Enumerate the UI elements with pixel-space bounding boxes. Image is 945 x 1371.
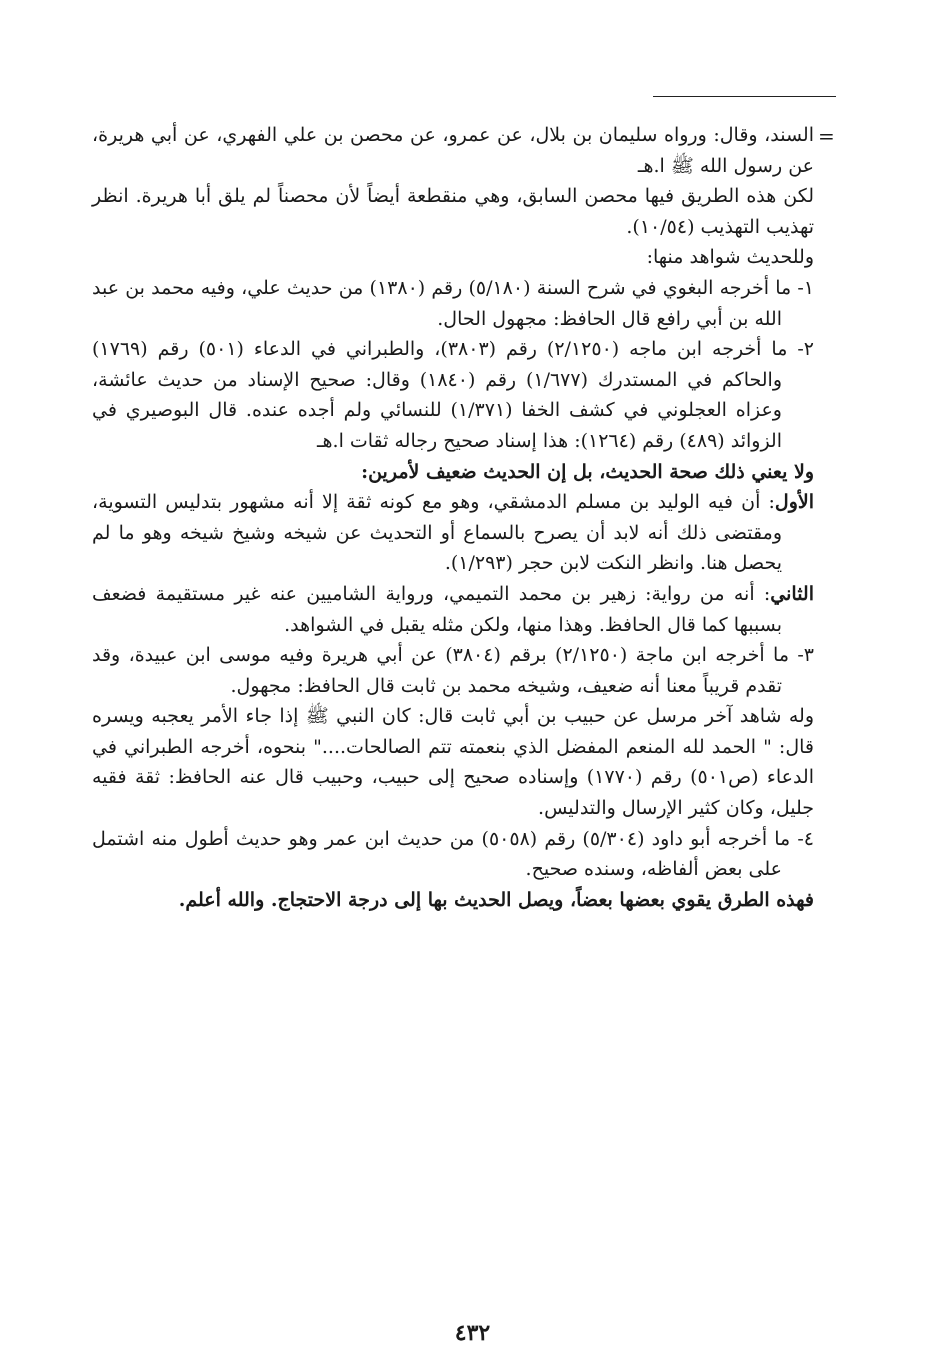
reason-second xyxy=(92,579,814,640)
reason-first xyxy=(92,487,814,579)
item-1-baghawi: ١- ما أخرجه البغوي في شرح السنة (٥/١٨٠) رقم (١٣٨٠) من حديث علي، وفيه محمد بن عبد الله بن أبي رافع قال الحافظ: مجهول الحال. xyxy=(92,276,814,330)
reason-first-text: : أن فيه الوليد بن مسلم الدمشقي، وهو مع كونه ثقة إلا أنه مشهور بتدليس التسوية، ومقتضى ذلك أنه لابد أن يصرح بالسماع أو التحديث عن شيخه وشيخ شيخه وهو ما لم يحصل هنا. وانظر النكت لابن حجر (١/٢٩٣). xyxy=(92,491,782,575)
paragraph-mursal: وله شاهد آخر مرسل عن حبيب بن أبي ثابت قال: كان النبي ﷺ إذا جاء الأمر يعجبه ويسره قال: " الحمد لله المنعم المفضل الذي بنعمته تتم الصالحات...." بنحوه، أخرجه الطبراني في الدعاء (ص٥٠١) رقم (١٧٧٠) وإسناده صحيح إلى حبيب، وحبيب قال عنه الحافظ: ثقة فقيه جليل، وكان كثير الإرسال والتدليس. xyxy=(92,705,814,820)
paragraph-shawahid-intro: وللحديث شواهد منها: xyxy=(646,246,814,269)
heading-weakness: ولا يعني ذلك صحة الحديث، بل إن الحديث ضعيف لأمرين: xyxy=(361,460,814,483)
item-4-abu-dawud: ٤- ما أخرجه أبو داود (٥/٣٠٤) رقم (٥٠٥٨) من حديث ابن عمر وهو حديث أطول منه اشتمل على بعض ألفاظه، وسنده صحيح. xyxy=(92,827,815,881)
reason-second-text: : أنه من رواية: زهير بن محمد التميمي، ورواية الشاميين عنه غير مستقيمة فضعف بسببها كما قال الحافظ. وهذا منها، ولكن مثله يقبل في الشواهد. xyxy=(92,582,782,636)
paragraph-conclusion: فهذه الطرق يقوي بعضها بعضاً، ويصل الحديث بها إلى درجة الاحتجاج. والله أعلم. xyxy=(178,888,814,911)
item-2-ibn-majah: ٢- ما أخرجه ابن ماجه (٢/١٢٥٠) رقم (٣٨٠٣)، والطبراني في الدعاء (٥٠١) رقم (١٧٦٩) والحاكم في المستدرك (١/٦٧٧) رقم (١٨٤٠) وقال: صحيح الإسناد من حديث عائشة، وعزاه العجلوني في كشف الخفا (١/٣٧١) للنسائي ولم أجده عنده. قال البوصيري في الزوائد (٤٨٩) رقم (١٢٦٤): هذا إسناد صحيح رجاله ثقات ا.هـ xyxy=(92,338,814,452)
continuation-mark: = xyxy=(818,124,835,148)
body-text xyxy=(92,120,814,915)
paragraph-sanad: السند، وقال: ورواه سليمان بن بلال، عن عمرو، عن محصن بن علي الفهري، عن أبي هريرة، عن رسول الله ﷺ ا.هـ xyxy=(92,124,814,177)
page-number: ٤٣٢ xyxy=(454,1320,491,1346)
footnote-separator-line xyxy=(653,96,836,97)
reason-second-label: الثاني xyxy=(770,582,814,605)
item-3-ibn-majah: ٣- ما أخرجه ابن ماجة (٢/١٢٥٠) برقم (٣٨٠٤) عن أبي هريرة وفيه موسى ابن عبيدة، وقد تقدم قريباً معنا أنه ضعيف، وشيخه محمد بن ثابت قال الحافظ: مجهول. xyxy=(92,644,814,697)
paragraph-munqati: لكن هذه الطريق فيها محصن السابق، وهي منقطعة أيضاً لأن محصناً لم يلق أبا هريرة. انظر تهذيب التهذيب (١٠/٥٤). xyxy=(92,185,814,238)
reason-first-label: الأول xyxy=(774,491,814,514)
